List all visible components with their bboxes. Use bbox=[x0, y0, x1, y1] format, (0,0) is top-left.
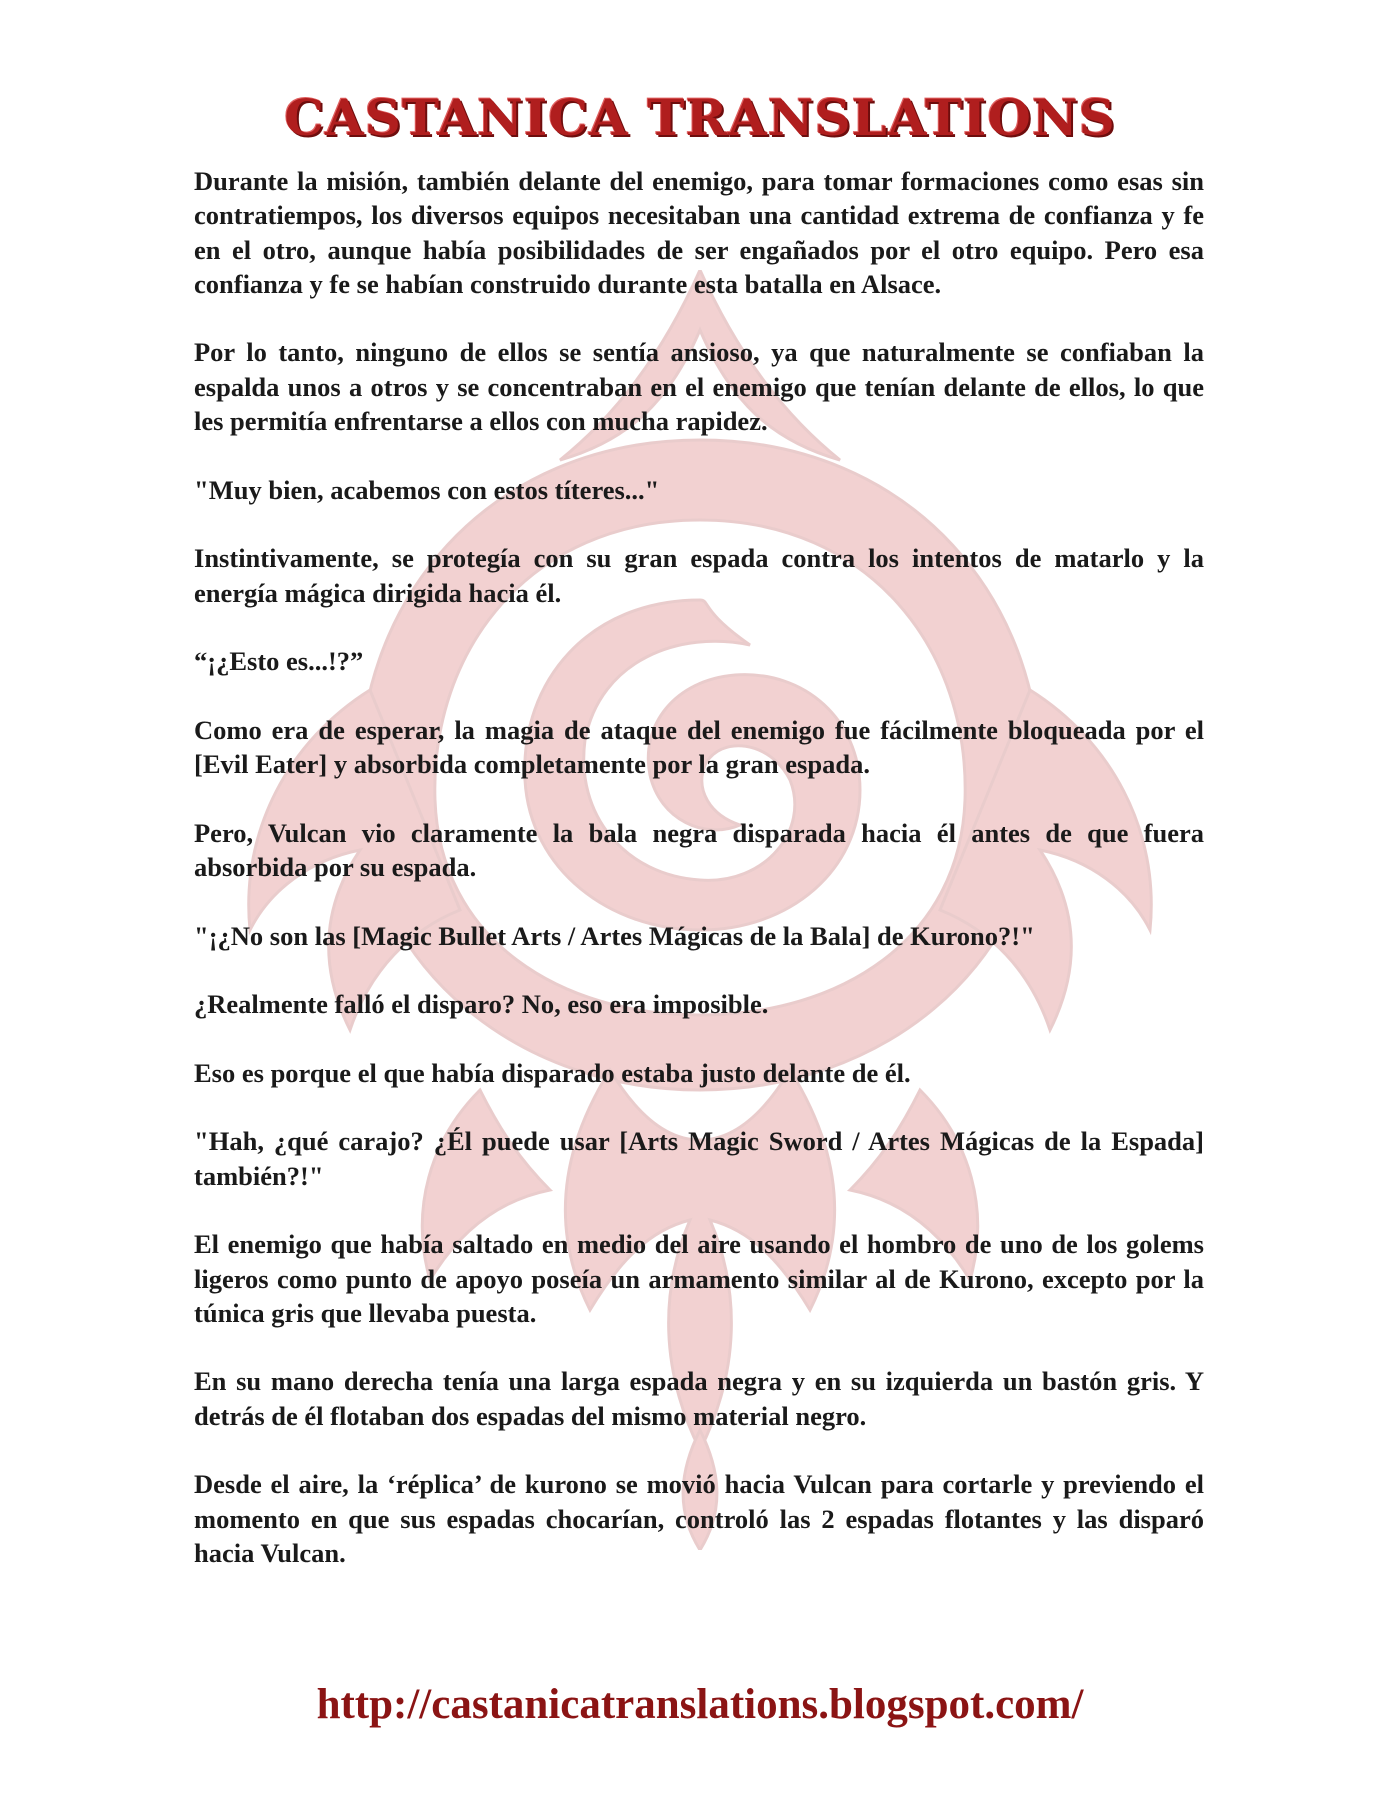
paragraph: "Muy bien, acabemos con estos títeres..." bbox=[194, 474, 660, 505]
paragraph: “¡¿Esto es...!?” bbox=[194, 646, 364, 677]
page-title: CASTANICA TRANSLATIONS bbox=[284, 88, 1116, 147]
paragraph: El enemigo que había saltado en medio del aire usando el hombro de uno de los golems ligeros como punto de apoyo poseía un armamento similar al de Kurono, excepto por la túnica gris que llevaba puesta. bbox=[194, 1229, 1204, 1328]
paragraph: ¿Realmente falló el disparo? No, eso era imposible. bbox=[194, 989, 769, 1020]
paragraph: Desde el aire, la ‘réplica’ de kurono se movió hacia Vulcan para cortarle y previendo el momento en que sus espadas chocarían, controló las 2 espadas flotantes y las disparó hacia Vulcan. bbox=[194, 1469, 1204, 1568]
paragraph: En su mano derecha tenía una larga espada negra y en su izquierda un bastón gris. Y detrás de él flotaban dos espadas del mismo material negro. bbox=[194, 1366, 1204, 1431]
paragraph: Durante la misión, también delante del enemigo, para tomar formaciones como esas sin contratiempos, los diversos equipos necesitaban una cantidad extrema de confianza y fe en el otro, aunque había posibilidades de ser engañados por el otro equipo. Pero esa confianza y fe se habían construido durante esta batalla en Alsace. bbox=[194, 166, 1204, 299]
paragraph: "¡¿No son las [Magic Bullet Arts / Artes Mágicas de la Bala] de Kurono?!" bbox=[194, 920, 1035, 951]
paragraph: Por lo tanto, ninguno de ellos se sentía ansioso, ya que naturalmente se confiaban la espalda unos a otros y se concentraban en el enemigo que tenían delante de ellos, lo que les permitía enfrentarse a ellos con mucha rapidez. bbox=[194, 337, 1204, 437]
paragraph: "Hah, ¿qué carajo? ¿Él puede usar [Arts Magic Sword / Artes Mágicas de la Espada] también?!" bbox=[194, 1126, 1204, 1191]
footer-url-link[interactable]: http://castanicatranslations.blogspot.com/ bbox=[316, 1681, 1084, 1728]
document-body bbox=[194, 164, 1204, 1604]
paragraph: Como era de esperar, la magia de ataque del enemigo fue fácilmente bloqueada por el [Evil Eater] y absorbida completamente por la gran espada. bbox=[194, 714, 1204, 780]
paragraph: Pero, Vulcan vio claramente la bala negra disparada hacia él antes de que fuera absorbida por su espada. bbox=[194, 817, 1204, 882]
paragraph: Instintivamente, se protegía con su gran espada contra los intentos de matarlo y la energía mágica dirigida hacia él. bbox=[194, 543, 1204, 608]
paragraph: Eso es porque el que había disparado estaba justo delante de él. bbox=[194, 1057, 911, 1088]
